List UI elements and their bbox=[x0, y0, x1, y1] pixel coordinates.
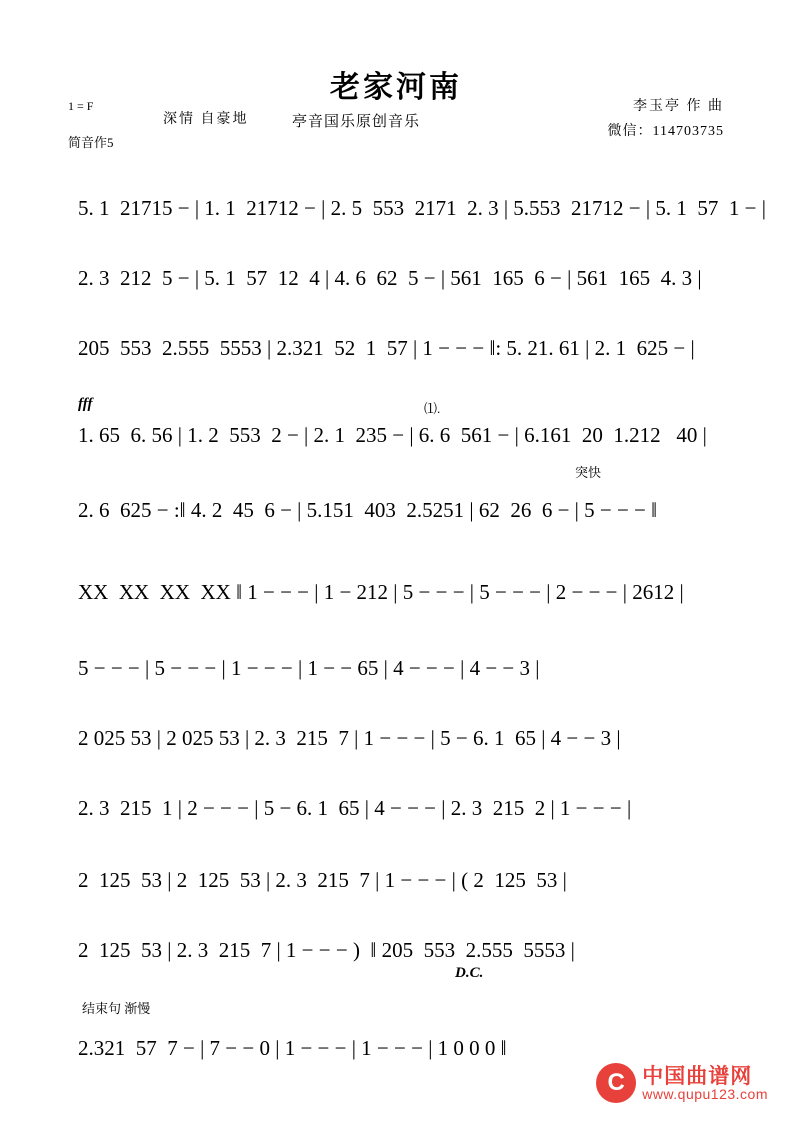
music-line: 2. 3 215 1 | 2 − − − | 5 − 6. 1 65 | 4 − − − | 2. 3 215 2 | 1 − − − | bbox=[78, 796, 632, 820]
music-line: 205 553 2.555 5553 | 2.321 52 1 57 | 1 − − − ‖: 5. 21. 61 | 2. 1 625 − | bbox=[78, 336, 695, 360]
music-line: 2 125 53 | 2 125 53 | 2. 3 215 7 | 1 − − − | ( 2 125 53 | bbox=[78, 868, 567, 892]
logo-text-block bbox=[642, 1065, 768, 1102]
mood-marking: 深情 自豪地 bbox=[163, 112, 249, 127]
site-logo[interactable] bbox=[596, 1063, 768, 1103]
logo-icon: C bbox=[596, 1063, 636, 1103]
music-line: 2 025 53 | 2 025 53 | 2. 3 215 7 | 1 − − − | 5 − 6. 1 65 | 4 − − 3 | bbox=[78, 726, 621, 750]
da-capo-marking: D.C. bbox=[455, 965, 484, 981]
subtitle: 亭音国乐原创音乐 bbox=[292, 114, 421, 130]
music-line: 2. 6 625 − :‖ 4. 2 45 6 − | 5.151 403 2.5251 | 62 26 6 − | 5 − − − ‖ bbox=[78, 498, 658, 522]
music-line: 5 − − − | 5 − − − | 1 − − − | 1 − − 65 | 4 − − − | 4 − − 3 | bbox=[78, 656, 540, 680]
music-line: 2. 3 212 5 − | 5. 1 57 12 4 | 4. 6 62 5 − | 561 165 6 − | 561 165 4. 3 | bbox=[78, 266, 702, 290]
logo-site-name: 中国曲谱网 bbox=[642, 1063, 753, 1088]
music-line: 1. 65 6. 56 | 1. 2 553 2 − | 2. 1 235 − | 6. 6 561 − | 6.161 20 1.212 40 | bbox=[78, 423, 707, 447]
dynamic-marking: fff bbox=[78, 396, 93, 412]
composer-credit: 李玉亭 作 曲 bbox=[633, 99, 724, 114]
ending-marking: 结束句 渐慢 bbox=[82, 1001, 151, 1016]
page-title: 老家河南 bbox=[330, 71, 462, 104]
jianyin-label: 简音作5 bbox=[68, 135, 114, 150]
logo-site-url: www.qupu123.com bbox=[642, 1085, 768, 1102]
music-line: 5. 1 21715 − | 1. 1 21712 − | 2. 5 553 2171 2. 3 | 5.553 21712 − | 5. 1 57 1 − | bbox=[78, 196, 766, 220]
volta-marking: ⑴. bbox=[424, 401, 441, 416]
key-signature: 1 = F bbox=[68, 99, 94, 113]
music-line: XX XX XX XX ‖ 1 − − − | 1 − 212 | 5 − − − | 5 − − − | 2 − − − | 2612 | bbox=[78, 580, 684, 604]
music-line: 2.321 57 7 − | 7 − − 0 | 1 − − − | 1 − − − | 1 0 0 0 ‖ bbox=[78, 1036, 507, 1060]
music-line: 2 125 53 | 2. 3 215 7 | 1 − − − ) ‖ 205 553 2.555 5553 | bbox=[78, 938, 575, 962]
tempo-marking: 突快 bbox=[575, 465, 602, 480]
wechat-contact: 微信：114703735 bbox=[607, 124, 724, 139]
